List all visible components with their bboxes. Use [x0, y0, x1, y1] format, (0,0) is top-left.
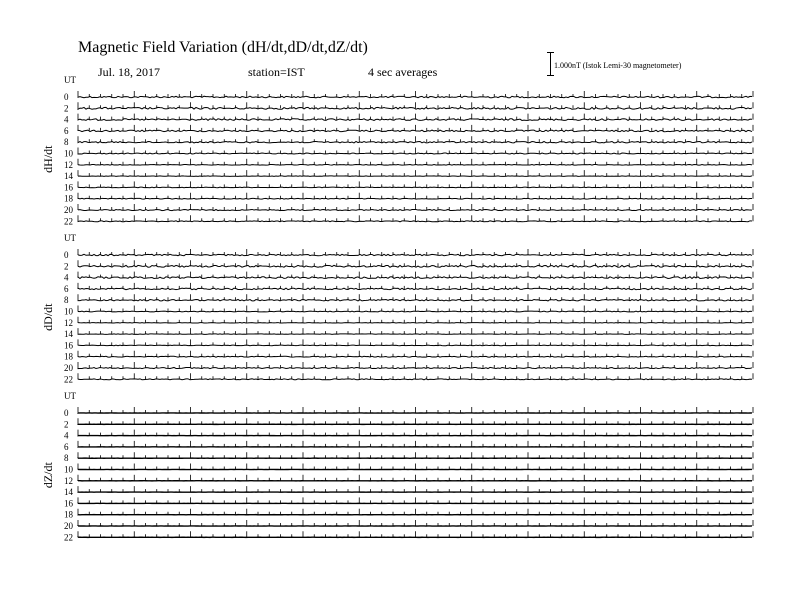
row-hour-label: 12 [64, 475, 73, 486]
row-hour-label: 2 [64, 103, 69, 114]
component-axis-label: dH/dt [41, 145, 55, 173]
ut-axis-label: UT [64, 391, 76, 401]
ut-axis-label: UT [64, 75, 76, 85]
row-hour-label: 14 [64, 329, 73, 340]
row-hour-label: 6 [64, 283, 69, 294]
row-hour-label: 22 [64, 374, 73, 385]
component-axis-label: dZ/dt [41, 462, 55, 489]
row-hour-label: 4 [64, 430, 69, 441]
row-hour-label: 18 [64, 351, 73, 362]
row-hour-label: 22 [64, 532, 73, 543]
row-hour-label: 18 [64, 193, 73, 204]
station-label: station=IST [248, 65, 305, 79]
date-label: Jul. 18, 2017 [98, 65, 161, 79]
row-hour-label: 20 [64, 205, 73, 215]
row-hour-label: 6 [64, 125, 69, 136]
row-hour-label: 4 [64, 114, 69, 125]
scale-label: 1.000nT (Istok Lemi-30 magnetometer) [554, 61, 682, 70]
chart-title: Magnetic Field Variation (dH/dt,dD/dt,dZ/dt) [78, 39, 368, 56]
row-hour-label: 10 [64, 148, 73, 159]
row-hour-label: 16 [64, 182, 73, 193]
component-axis-label: dD/dt [41, 303, 55, 331]
ut-axis-label: UT [64, 233, 76, 243]
row-hour-label: 8 [64, 295, 69, 306]
row-hour-label: 8 [64, 453, 69, 464]
row-hour-label: 12 [64, 159, 73, 170]
row-hour-label: 22 [64, 216, 73, 227]
row-hour-label: 20 [64, 521, 73, 531]
row-hour-label: 10 [64, 306, 73, 317]
averaging-label: 4 sec averages [368, 65, 438, 79]
row-hour-label: 14 [64, 487, 73, 498]
row-hour-label: 4 [64, 272, 69, 283]
row-hour-label: 16 [64, 340, 73, 351]
row-hour-label: 14 [64, 171, 73, 182]
row-hour-label: 8 [64, 137, 69, 148]
row-hour-label: 2 [64, 261, 69, 272]
row-hour-label: 18 [64, 509, 73, 520]
row-hour-label: 2 [64, 419, 69, 430]
row-hour-label: 0 [64, 408, 69, 418]
row-hour-label: 12 [64, 317, 73, 328]
row-hour-label: 0 [64, 92, 69, 102]
row-hour-label: 16 [64, 498, 73, 509]
row-hour-label: 6 [64, 441, 69, 452]
row-hour-label: 10 [64, 464, 73, 475]
row-hour-label: 0 [64, 250, 69, 260]
row-hour-label: 20 [64, 363, 73, 373]
